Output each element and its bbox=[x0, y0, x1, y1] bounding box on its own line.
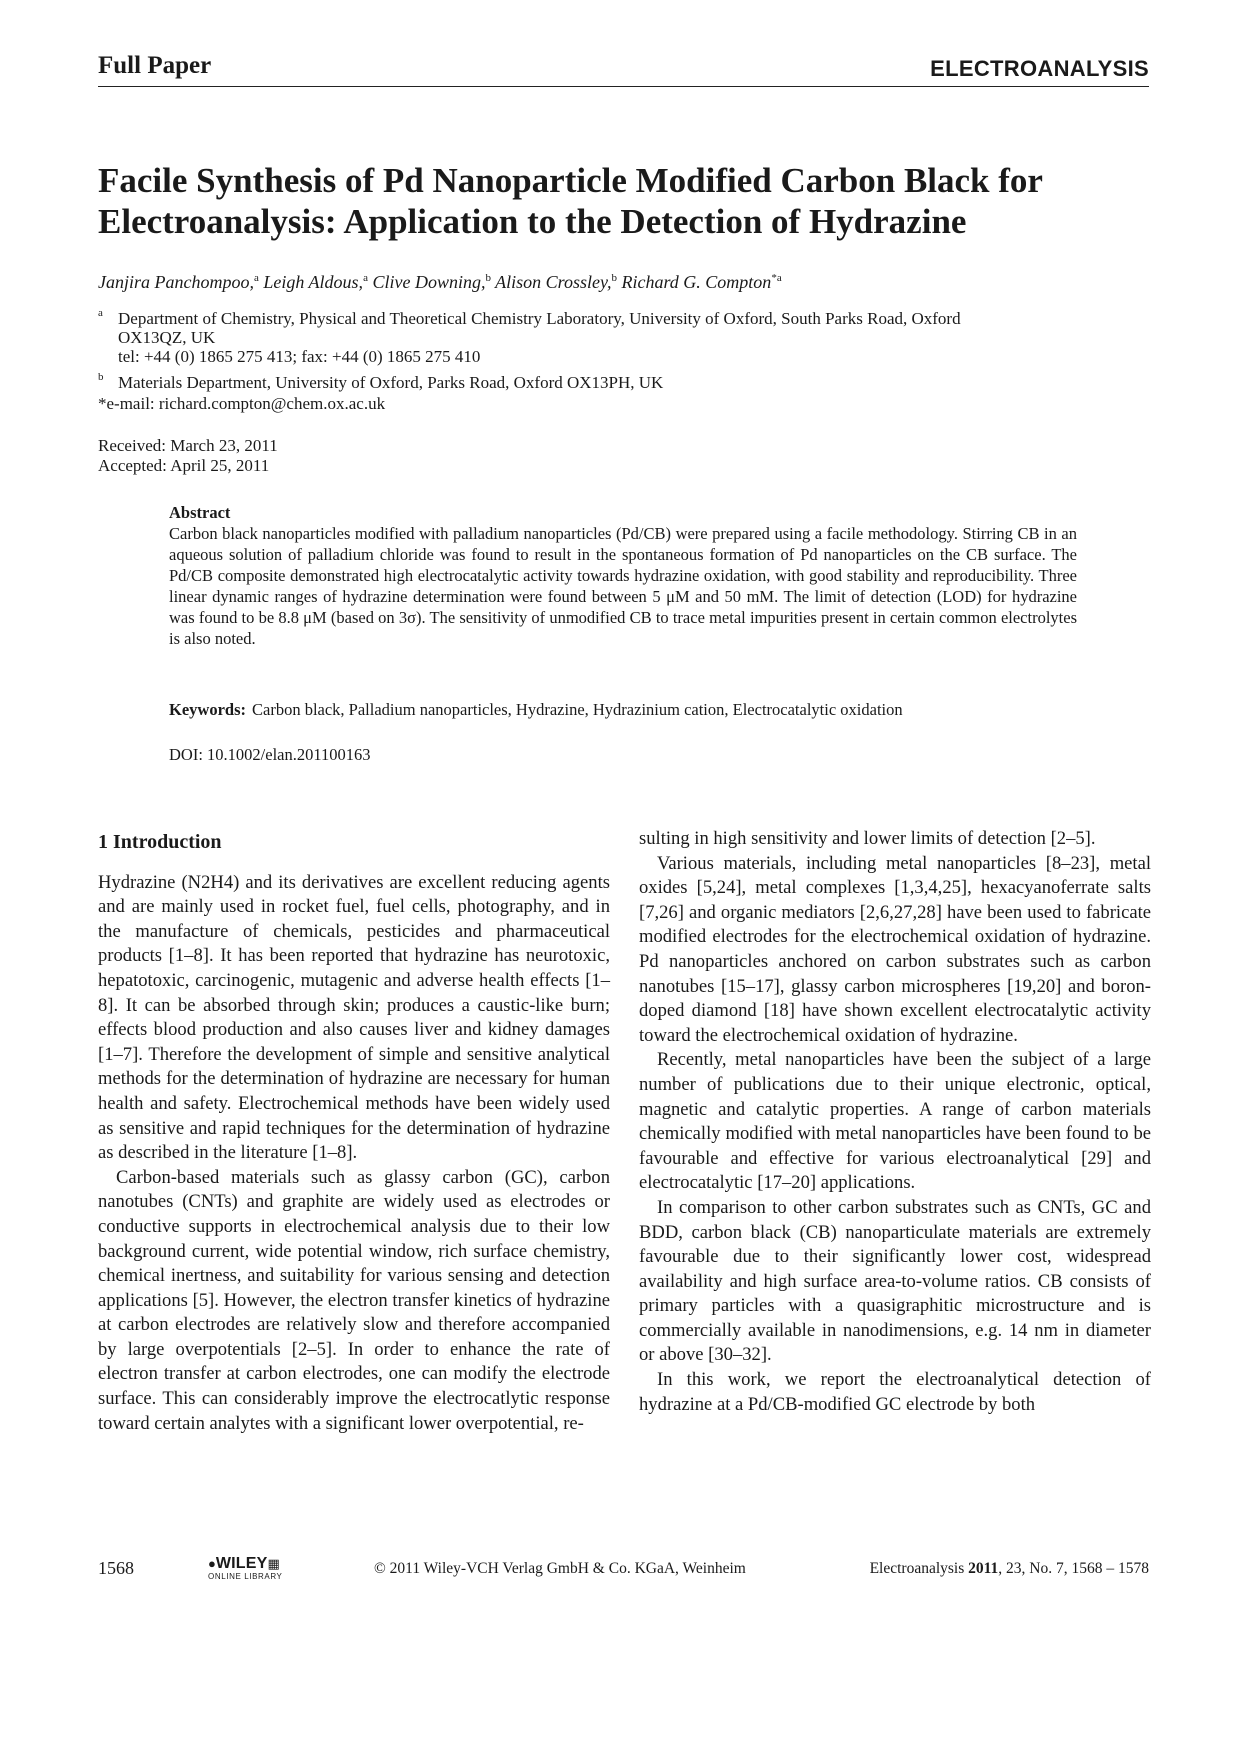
journal-name-header: ELECTROANALYSIS bbox=[930, 56, 1149, 81]
author-affiliation-mark: a bbox=[363, 272, 368, 284]
body-paragraph: In this work, we report the electroanalytical detection of hydrazine at a Pd/CB-modified GC electrode by both bbox=[639, 1369, 1151, 1415]
body-paragraph: Hydrazine (N2H4) and its derivatives are excellent reducing agents and are mainly used in rocket fuel, fuel cells, photography, and in the manufacture of chemicals, pesticides and pharmaceutical products [1–8]. It has been reported that hydrazine has neurotoxic, hepatotoxic, carcinogenic, mutagenic and adverse health effects [1–8]. It can be absorbed through skin; produces a caustic-like burn; effects blood production and also causes liver and kidney damages [1–7]. Therefore the development of simple and sensitive analytical methods for the determination of hydrazine are necessary for human health and safety. Electrochemical methods have been widely used as sensitive and rapid techniques for the determination of hydrazine as described in the literature [1–8]. bbox=[98, 871, 610, 1164]
corresponding-email: *e-mail: richard.compton@chem.ox.ac.uk bbox=[98, 394, 386, 413]
title-line-1: Facile Synthesis of Pd Nanoparticle Modified Carbon Black for bbox=[98, 161, 1043, 200]
wiley-icon: ● bbox=[208, 1556, 216, 1571]
affiliation-b-line-1: Materials Department, University of Oxford, Parks Road, Oxford OX13PH, UK bbox=[118, 373, 664, 392]
body-paragraph: Various materials, including metal nanoparticles [8–23], metal oxides [5,24], metal complexes [1,3,4,25], hexacyanoferrate salts [7,26] and organic mediators [2,6,27,28] have been used to fabricate modified electrodes for the electrochemical oxidation of hydrazine. Pd nanoparticles anchored on carbon substrates such as carbon nanotubes [15–17], glassy carbon microspheres [19,20] and boron-doped diamond [18] have shown excellent electrocatalytic activity toward the electrochemical oxidation of hydrazine. bbox=[639, 852, 1151, 1046]
affiliation-mark-b: b bbox=[98, 371, 104, 383]
body-paragraph: In comparison to other carbon substrates such as CNTs, GC and BDD, carbon black (CB) nanoparticulate materials are extremely favourable due to their significantly lower cost, widespread availability and high surface area-to-volume ratios. CB consists of primary particles with a quasigraphitic microstructure and is commercially available in nanodimensions, e.g. 14 nm in diameter or above [30–32]. bbox=[639, 1196, 1151, 1366]
keywords-text: Carbon black, Palladium nanoparticles, Hydrazine, Hydrazinium cation, Electrocatalytic oxidation bbox=[252, 700, 903, 719]
affiliation-mark-a: a bbox=[98, 307, 103, 319]
doi: DOI: 10.1002/elan.201100163 bbox=[169, 745, 371, 764]
article-dates bbox=[98, 436, 278, 476]
abstract-block bbox=[169, 502, 1077, 649]
affiliation-a bbox=[98, 309, 1098, 366]
header-rule bbox=[98, 86, 1149, 87]
title-line-2: Electroanalysis: Application to the Detection of Hydrazine bbox=[98, 202, 967, 241]
keywords-line bbox=[169, 700, 1129, 720]
copyright-notice: © 2011 Wiley-VCH Verlag GmbH & Co. KGaA, Weinheim bbox=[374, 1560, 746, 1577]
author-affiliation-mark: *a bbox=[771, 272, 782, 284]
received-date: Received: March 23, 2011 bbox=[98, 436, 278, 455]
author-affiliation-mark: a bbox=[253, 272, 259, 284]
author-name: Alison Crossley, bbox=[495, 272, 612, 292]
library-book-icon: ▦ bbox=[267, 1556, 280, 1571]
column-left bbox=[98, 830, 610, 1436]
body-paragraph: Carbon-based materials such as glassy carbon (GC), carbon nanotubes (CNTs) and graphite are widely used as electrodes or conductive supports in electrochemical analysis due to their low background current, wide potential window, rich surface chemistry, chemical inertness, and suitability for various sensing and detection applications [5]. However, the electron transfer kinetics of hydrazine at carbon electrodes are relatively slow and therefore accompanied by large overpotentials [2–5]. In order to enhance the rate of electron transfer at carbon electrodes, one can modify the electrode surface. This can considerably improve the electrocatlytic response toward certain analytes with a significant lower overpotential, re- bbox=[98, 1166, 610, 1434]
section-heading: 1 Introduction bbox=[98, 831, 222, 853]
author-list bbox=[98, 272, 1158, 293]
affiliation-a-contact: tel: +44 (0) 1865 275 413; fax: +44 (0) 1865 275 410 bbox=[118, 347, 481, 366]
column-right bbox=[639, 827, 1151, 1417]
affiliation-a-line-1: Department of Chemistry, Physical and Theoretical Chemistry Laboratory, University of Oxford, South Parks Road, Oxford bbox=[118, 309, 961, 328]
journal-year: 2011 bbox=[968, 1560, 999, 1577]
keywords-label: Keywords: bbox=[169, 700, 246, 719]
author-name: Richard G. Compton bbox=[621, 272, 772, 292]
author-name: Leigh Aldous, bbox=[263, 272, 364, 292]
header-section-label: Full Paper bbox=[98, 52, 212, 79]
affiliation-a-line-2: OX13QZ, UK bbox=[118, 328, 216, 347]
accepted-date: Accepted: April 25, 2011 bbox=[98, 456, 270, 475]
abstract-heading: Abstract bbox=[169, 503, 231, 522]
affiliation-b bbox=[98, 373, 1098, 392]
author-name: Janjira Panchompoo, bbox=[98, 272, 254, 292]
paper-title bbox=[98, 160, 1158, 242]
publisher-logo-text: WILEY bbox=[215, 1555, 268, 1572]
author-name: Clive Downing, bbox=[372, 272, 486, 292]
publisher-logo bbox=[208, 1555, 308, 1581]
publisher-logo-subtext: ONLINE LIBRARY bbox=[208, 1572, 283, 1581]
page-number: 1568 bbox=[98, 1558, 134, 1578]
journal-title: Electroanalysis bbox=[869, 1560, 965, 1577]
abstract-text: Carbon black nanoparticles modified with palladium nanoparticles (Pd/CB) were prepared using a facile methodology. Stirring CB in an aqueous solution of palladium chloride was found to result in the spontaneous formation of Pd nanoparticles on the CB surface. The Pd/CB composite demonstrated high electrocatalytic activity towards hydrazine oxidation, with good stability and reproducibility. Three linear dynamic ranges of hydrazine determination were found between 5 μM and 50 mM. The limit of detection (LOD) for hydrazine was found to be 8.8 μM (based on 3σ). The sensitivity of unmodified CB to trace metal impurities present in certain common electrolytes is also noted. bbox=[169, 524, 1077, 648]
author-affiliation-mark: b bbox=[485, 272, 491, 284]
author-affiliation-mark: b bbox=[611, 272, 617, 284]
journal-citation bbox=[870, 1560, 1149, 1578]
body-paragraph-continued: sulting in high sensitivity and lower limits of detection [2–5]. bbox=[639, 828, 1096, 849]
journal-volume: , 23, No. 7, 1568 – 1578 bbox=[998, 1560, 1149, 1577]
body-paragraph: Recently, metal nanoparticles have been the subject of a large number of publications due to their unique electronic, optical, magnetic and catalytic properties. A range of carbon materials chemically modified with metal nanoparticles have been found to be favourable and effective for various electroanalytical [29] and electrocatalytic [17–20] applications. bbox=[639, 1049, 1151, 1194]
